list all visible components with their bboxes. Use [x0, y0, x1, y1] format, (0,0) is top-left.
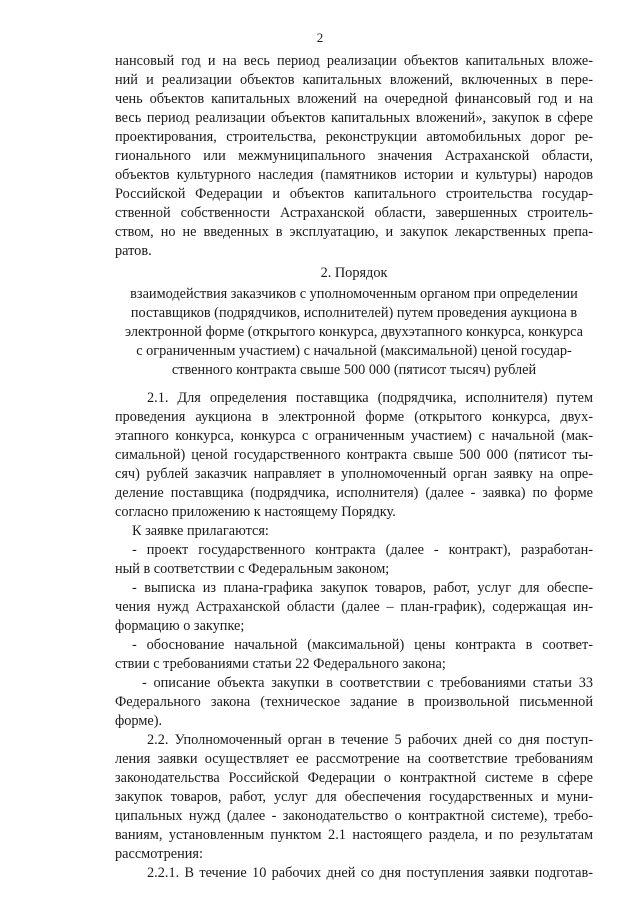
intro-line: ством, но не введенных в эксплуатацию, и закупок лекарственных препа-	[115, 224, 593, 240]
attachments-line: формацию о закупке;	[115, 618, 245, 634]
paragraph-2-1-line: 2.1. Для определения поставщика (подрядчика, исполнителя) путем	[147, 390, 593, 406]
section-heading-line: взаимодействия заказчиков с уполномоченным органом при определении	[130, 286, 578, 302]
section-heading-line: с ограниченным участием) с начальной (максимальной) ценой государ-	[136, 343, 572, 359]
section-heading-line: 2. Порядок	[320, 265, 388, 281]
intro-line: ний и реализации объектов капитальных вложений, включенных в пере-	[115, 72, 593, 88]
attachments-line: ный в соответствии с Федеральным законом;	[115, 561, 390, 577]
paragraph-2-2-line: законодательства Российской Федерации о контрактной системе в сфере	[115, 770, 593, 786]
attachments-line: форме).	[115, 713, 163, 729]
page-number: 2	[316, 30, 324, 45]
paragraph-2-2-line: закупок товаров, работ, услуг для обеспечения государственных и муни-	[115, 789, 593, 805]
attachments-line: - обоснование начальной (максимальной) цены контракта в соответ-	[132, 637, 593, 653]
paragraph-2-1-line: этапного конкурса, конкурса с ограниченным участием) с начальной (мак-	[115, 428, 593, 444]
intro-line: весь период реализации объектов капитальных вложений», закупок в сфере	[115, 110, 593, 126]
paragraph-2-2-line: ления заявки осуществляет ее рассмотрение на соответствие требованиям	[115, 751, 593, 767]
section-heading-line: электронной форме (открытого конкурса, двухэтапного конкурса, конкурса	[124, 324, 584, 340]
paragraph-2-2-line: рассмотрения:	[115, 846, 203, 862]
paragraph-2-1-line: сяч) рублей заказчик направляет в уполномоченный орган заявку на опре-	[115, 466, 593, 482]
attachments-line: чения нужд Астраханской области (далее – план-график), содержащая ин-	[115, 599, 593, 615]
attachments-line: К заявке прилагаются:	[132, 523, 269, 539]
attachments-line: - проект государственного контракта (далее - контракт), разработан-	[132, 542, 593, 558]
intro-line: ственной собственности Астраханской области, завершенных строитель-	[115, 205, 593, 221]
attachments-line: - выписка из плана-графика закупок товаров, работ, услуг для обеспе-	[132, 580, 593, 596]
intro-line: Российской Федерации и объектов капитального строительства государ-	[115, 186, 593, 202]
attachments-line: Федерального закона (техническое задание в произвольной письменной	[115, 694, 593, 710]
intro-line: ратов.	[115, 243, 152, 259]
paragraph-2-1-line: проведения аукциона в электронной форме (открытого конкурса, двух-	[115, 409, 593, 425]
section-heading-line: поставщиков (подрядчиков, исполнителей) путем проведения аукциона в	[130, 305, 578, 321]
paragraph-2-1-line: симальной) ценой государственного контракта свыше 500 000 (пятисот ты-	[115, 447, 593, 463]
paragraph-2-2-line: 2.2. Уполномоченный орган в течение 5 рабочих дней со дня поступ-	[147, 732, 593, 748]
intro-line: проектирования, строительства, реконструкции автомобильных дорог ре-	[115, 129, 593, 145]
paragraph-2-2-line: ципальных нужд (далее - законодательство о контрактной системе), требо-	[115, 808, 593, 824]
intro-line: объектов культурного наследия (памятников истории и культуры) народов	[115, 167, 593, 183]
intro-line: чень объектов капитальных вложений на очередной финансовый год и на	[115, 91, 593, 107]
paragraph-2-1-line: деление поставщика (подрядчика, исполнителя) (далее - заявка) по форме	[115, 485, 593, 501]
intro-line: нансовый год и на весь период реализации объектов капитальных вложе-	[115, 53, 593, 69]
attachments-line: - описание объекта закупки в соответствии с требованиями статьи 33	[142, 675, 593, 691]
attachments-line: ствии с требованиями статьи 22 Федерального закона;	[115, 656, 446, 672]
paragraph-2-1-line: согласно приложению к настоящему Порядку.	[115, 504, 396, 520]
section-heading-line: ственного контракта свыше 500 000 (пятисот тысяч) рублей	[171, 362, 537, 378]
paragraph-2-2-line: ваниям, установленным пунктом 2.1 настоящего раздела, и по результатам	[115, 827, 593, 843]
intro-line: гионального или межмуниципального значения Астраханской области,	[115, 148, 593, 164]
paragraph-2-2-1-line: 2.2.1. В течение 10 рабочих дней со дня поступления заявки подготав-	[147, 865, 593, 881]
